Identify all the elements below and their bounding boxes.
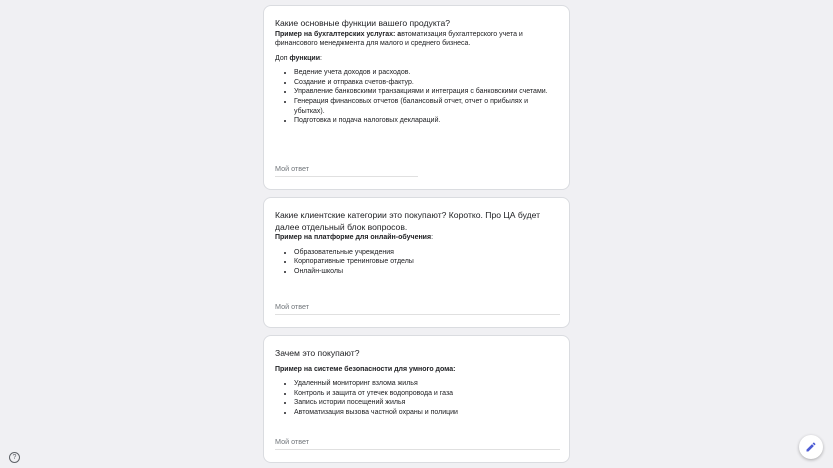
list-item: • Удаленный мониторинг взлома жилья — [294, 379, 558, 389]
edit-button[interactable] — [799, 435, 823, 459]
question-title: Какие основные функции вашего продукта? — [275, 18, 451, 28]
list-item: • Корпоративные тренинговые отделы — [294, 257, 558, 267]
list-item: • Контроль и защита от утечек водопровода и газа — [294, 389, 558, 399]
list-item: • Ведение учета доходов и расходов. — [294, 68, 558, 78]
answer-input[interactable]: Мой ответ — [275, 437, 560, 450]
reasons-list — [275, 379, 558, 417]
list-item: • Образовательные учреждения — [294, 248, 558, 258]
question-title: Какие клиентские категории это покупают? Коротко. Про ЦА будет далее отдельный блок вопросов. — [275, 210, 541, 232]
list-item: • Автоматизация вызова частной охраны и полиции — [294, 408, 558, 418]
question-card-functions — [263, 5, 570, 190]
question-description: Пример на платформе для онлайн-обучения: — [275, 234, 434, 241]
pencil-icon — [805, 441, 817, 453]
example-text: втоматизация бухгалтерского учета и финансового менеджмента для малого и среднего бизнеса. — [275, 30, 523, 48]
question-card-reasons — [263, 335, 570, 463]
list-item: • Управление банковскими транзакциями и интеграция с банковскими счетами. — [294, 87, 558, 97]
list-item: • Онлайн-школы — [294, 267, 558, 277]
question-description — [275, 30, 558, 49]
question-card-customers — [263, 197, 570, 328]
customers-list — [275, 248, 558, 277]
list-item: • Запись истории посещений жилья — [294, 398, 558, 408]
functions-list — [275, 68, 558, 126]
extra-functions-label: Доп функции: — [275, 54, 322, 62]
example-label: Пример на платформе для онлайн-обучения — [275, 234, 432, 241]
example-label: Пример на системе безопасности для умного дома: — [275, 365, 456, 373]
answer-input[interactable]: Мой ответ — [275, 164, 418, 177]
question-description — [275, 365, 558, 375]
answer-input[interactable]: Мой ответ — [275, 302, 560, 315]
list-item: • Создание и отправка счетов-фактур. — [294, 78, 558, 88]
list-item: • Подготовка и подача налоговых деклараций. — [294, 116, 558, 126]
example-label: Пример на бухгалтерских услугах: а — [275, 30, 402, 38]
question-title: Зачем это покупают? — [275, 348, 360, 358]
list-item: • Генерация финансовых отчетов (балансовый отчет, отчет о прибылях и убытках). — [294, 97, 558, 116]
help-circle-icon[interactable]: ? — [9, 452, 20, 463]
